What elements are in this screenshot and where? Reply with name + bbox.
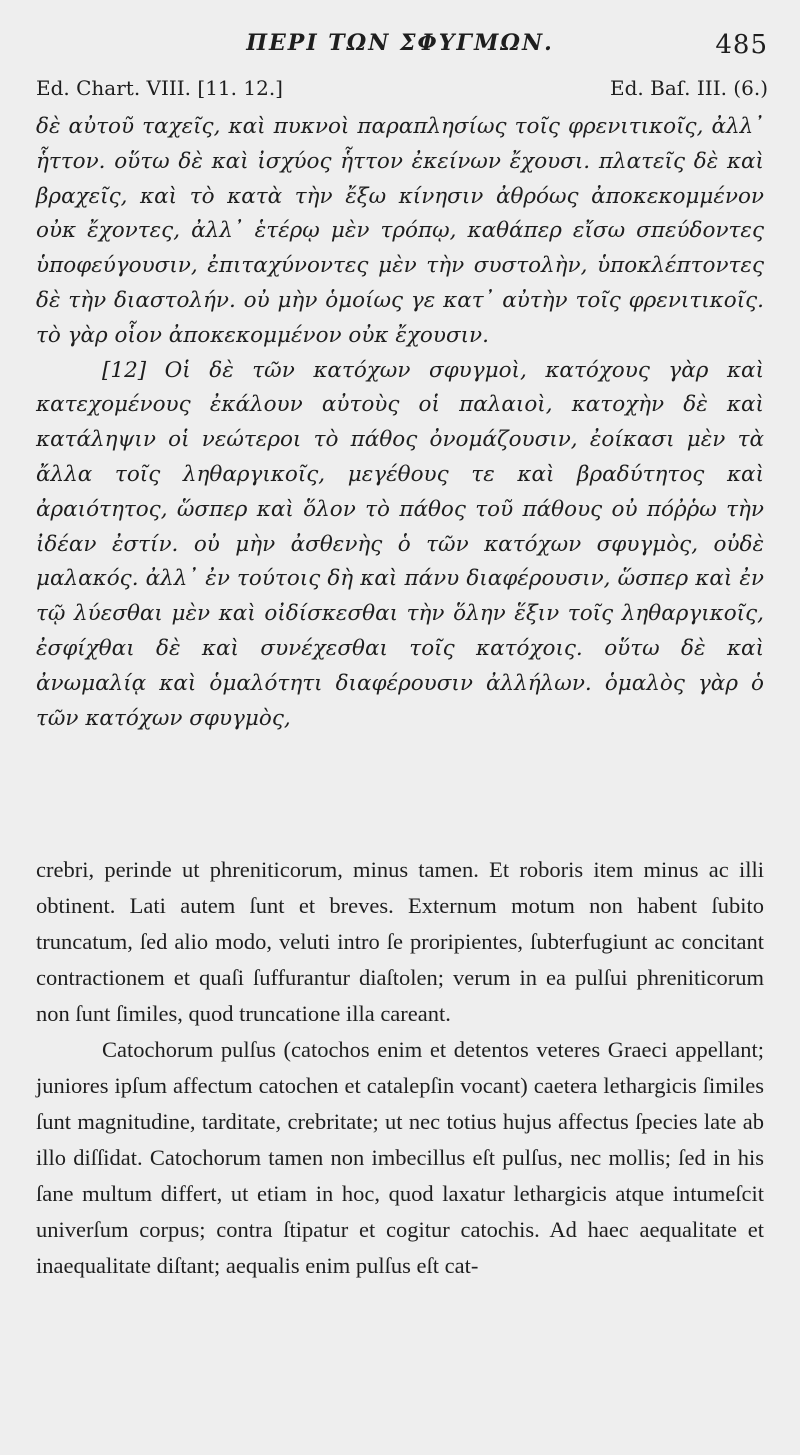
greek-text-block (36, 110, 764, 736)
latin-translation-block (36, 852, 764, 1284)
latin-paragraph: Catochorum pulſus (catochos enim et detentos veteres Graeci appellant; juniores ipſum affectum catochen et catalepſin vocant) caetera lethargicis ſimiles ſunt magnitudine, tarditate, crebritate; ut nec totius hujus affectus ſpecies late ab illo diſſidat. Catochorum tamen non imbecillus eſt pulſus, nec mollis; ſed in his ſane multum differt, ut etiam in hoc, quod laxatur lethargicis atque intumeſcit univerſum corpus; contra ſtipatur et cogitur catochis. Ad haec aequalitate et inaequalitate diſtant; aequalis enim pulſus eſt cat- (36, 1037, 764, 1278)
edition-reference-line (36, 76, 768, 106)
edition-basel-reference: Ed. Baſ. III. (6.) (610, 76, 768, 100)
page-header (0, 28, 800, 68)
edition-chart-reference: Ed. Chart. VIII. [11. 12.] (36, 76, 283, 100)
running-title: ΠΕΡΙ ΤΩΝ ΣΦΥΓΜΩΝ. (246, 30, 554, 56)
page-number: 485 (715, 30, 768, 60)
greek-paragraph: δὲ αὐτοῦ ταχεῖς, καὶ πυκνοὶ παραπλησίως τοῖς φρενιτικοῖς, ἀλλ᾽ ἧττον. οὕτω δὲ καὶ ἰσχύος ἧττον ἐκείνων ἔχουσι. πλατεῖς δὲ καὶ βραχεῖς, καὶ τὸ κατὰ τὴν ἔξω κίνησιν ἀθρόως ἀποκεκομμένον οὐκ ἔχοντες, ἀλλ᾽ ἑτέρῳ μὲν τρόπῳ, καθάπερ εἴσω σπεύδοντες ὑποφεύγουσιν, ἐπιταχύνοντες μὲν τὴν συστολὴν, ὑποκλέπτοντες δὲ τὴν διαστολήν. οὐ μὴν ὁμοίως γε κατ᾽ αὐτὴν τοῖς φρενιτικοῖς. τὸ γὰρ οἷον ἀποκεκομμένον οὐκ ἔχουσιν. (36, 114, 764, 348)
latin-paragraph: crebri, perinde ut phreniticorum, minus tamen. Et roboris item minus ac illi obtinent. Lati autem ſunt et breves. Externum motum non habent ſubito truncatum, ſed alio modo, veluti intro ſe proripientes, ſubterfugiunt ac concitant contractionem et quaſi ſuffurantur diaſtolen; verum in ea pulſui phreniticorum non ſunt ſimiles, quod truncatione illa careant. (36, 857, 764, 1026)
greek-paragraph: [12] Οἱ δὲ τῶν κατόχων σφυγμοὶ, κατόχους γὰρ καὶ κατεχομένους ἐκάλουν αὐτοὺς οἱ παλαιοὶ, κατοχὴν δὲ καὶ κατάληψιν οἱ νεώτεροι τὸ πάθος ὀνομάζουσιν, ἐοίκασι μὲν τὰ ἄλλα τοῖς ληθαργικοῖς, μεγέθους τε καὶ βραδύτητος καὶ ἀραιότητος, ὥσπερ καὶ ὅλον τὸ πάθος τοῦ πάθους οὐ πόῤῥω τὴν ἰδέαν ἐστίν. οὐ μὴν ἀσθενὴς ὁ τῶν κατόχων σφυγμὸς, οὐδὲ μαλακός. ἀλλ᾽ ἐν τούτοις δὴ καὶ πάνυ διαφέρουσιν, ὥσπερ καὶ ἐν τῷ λύεσθαι μὲν καὶ οἰδίσκεσθαι τὴν ὅλην ἕξιν τοῖς ληθαργικοῖς, ἐσφίχθαι δὲ καὶ συνέχεσθαι τοῖς κατόχοις. οὕτω δὲ καὶ ἀνωμαλίᾳ καὶ ὁμαλότητι διαφέρουσιν ἀλλήλων. ὁμαλὸς γὰρ ὁ τῶν κατόχων σφυγμὸς, (36, 357, 764, 731)
